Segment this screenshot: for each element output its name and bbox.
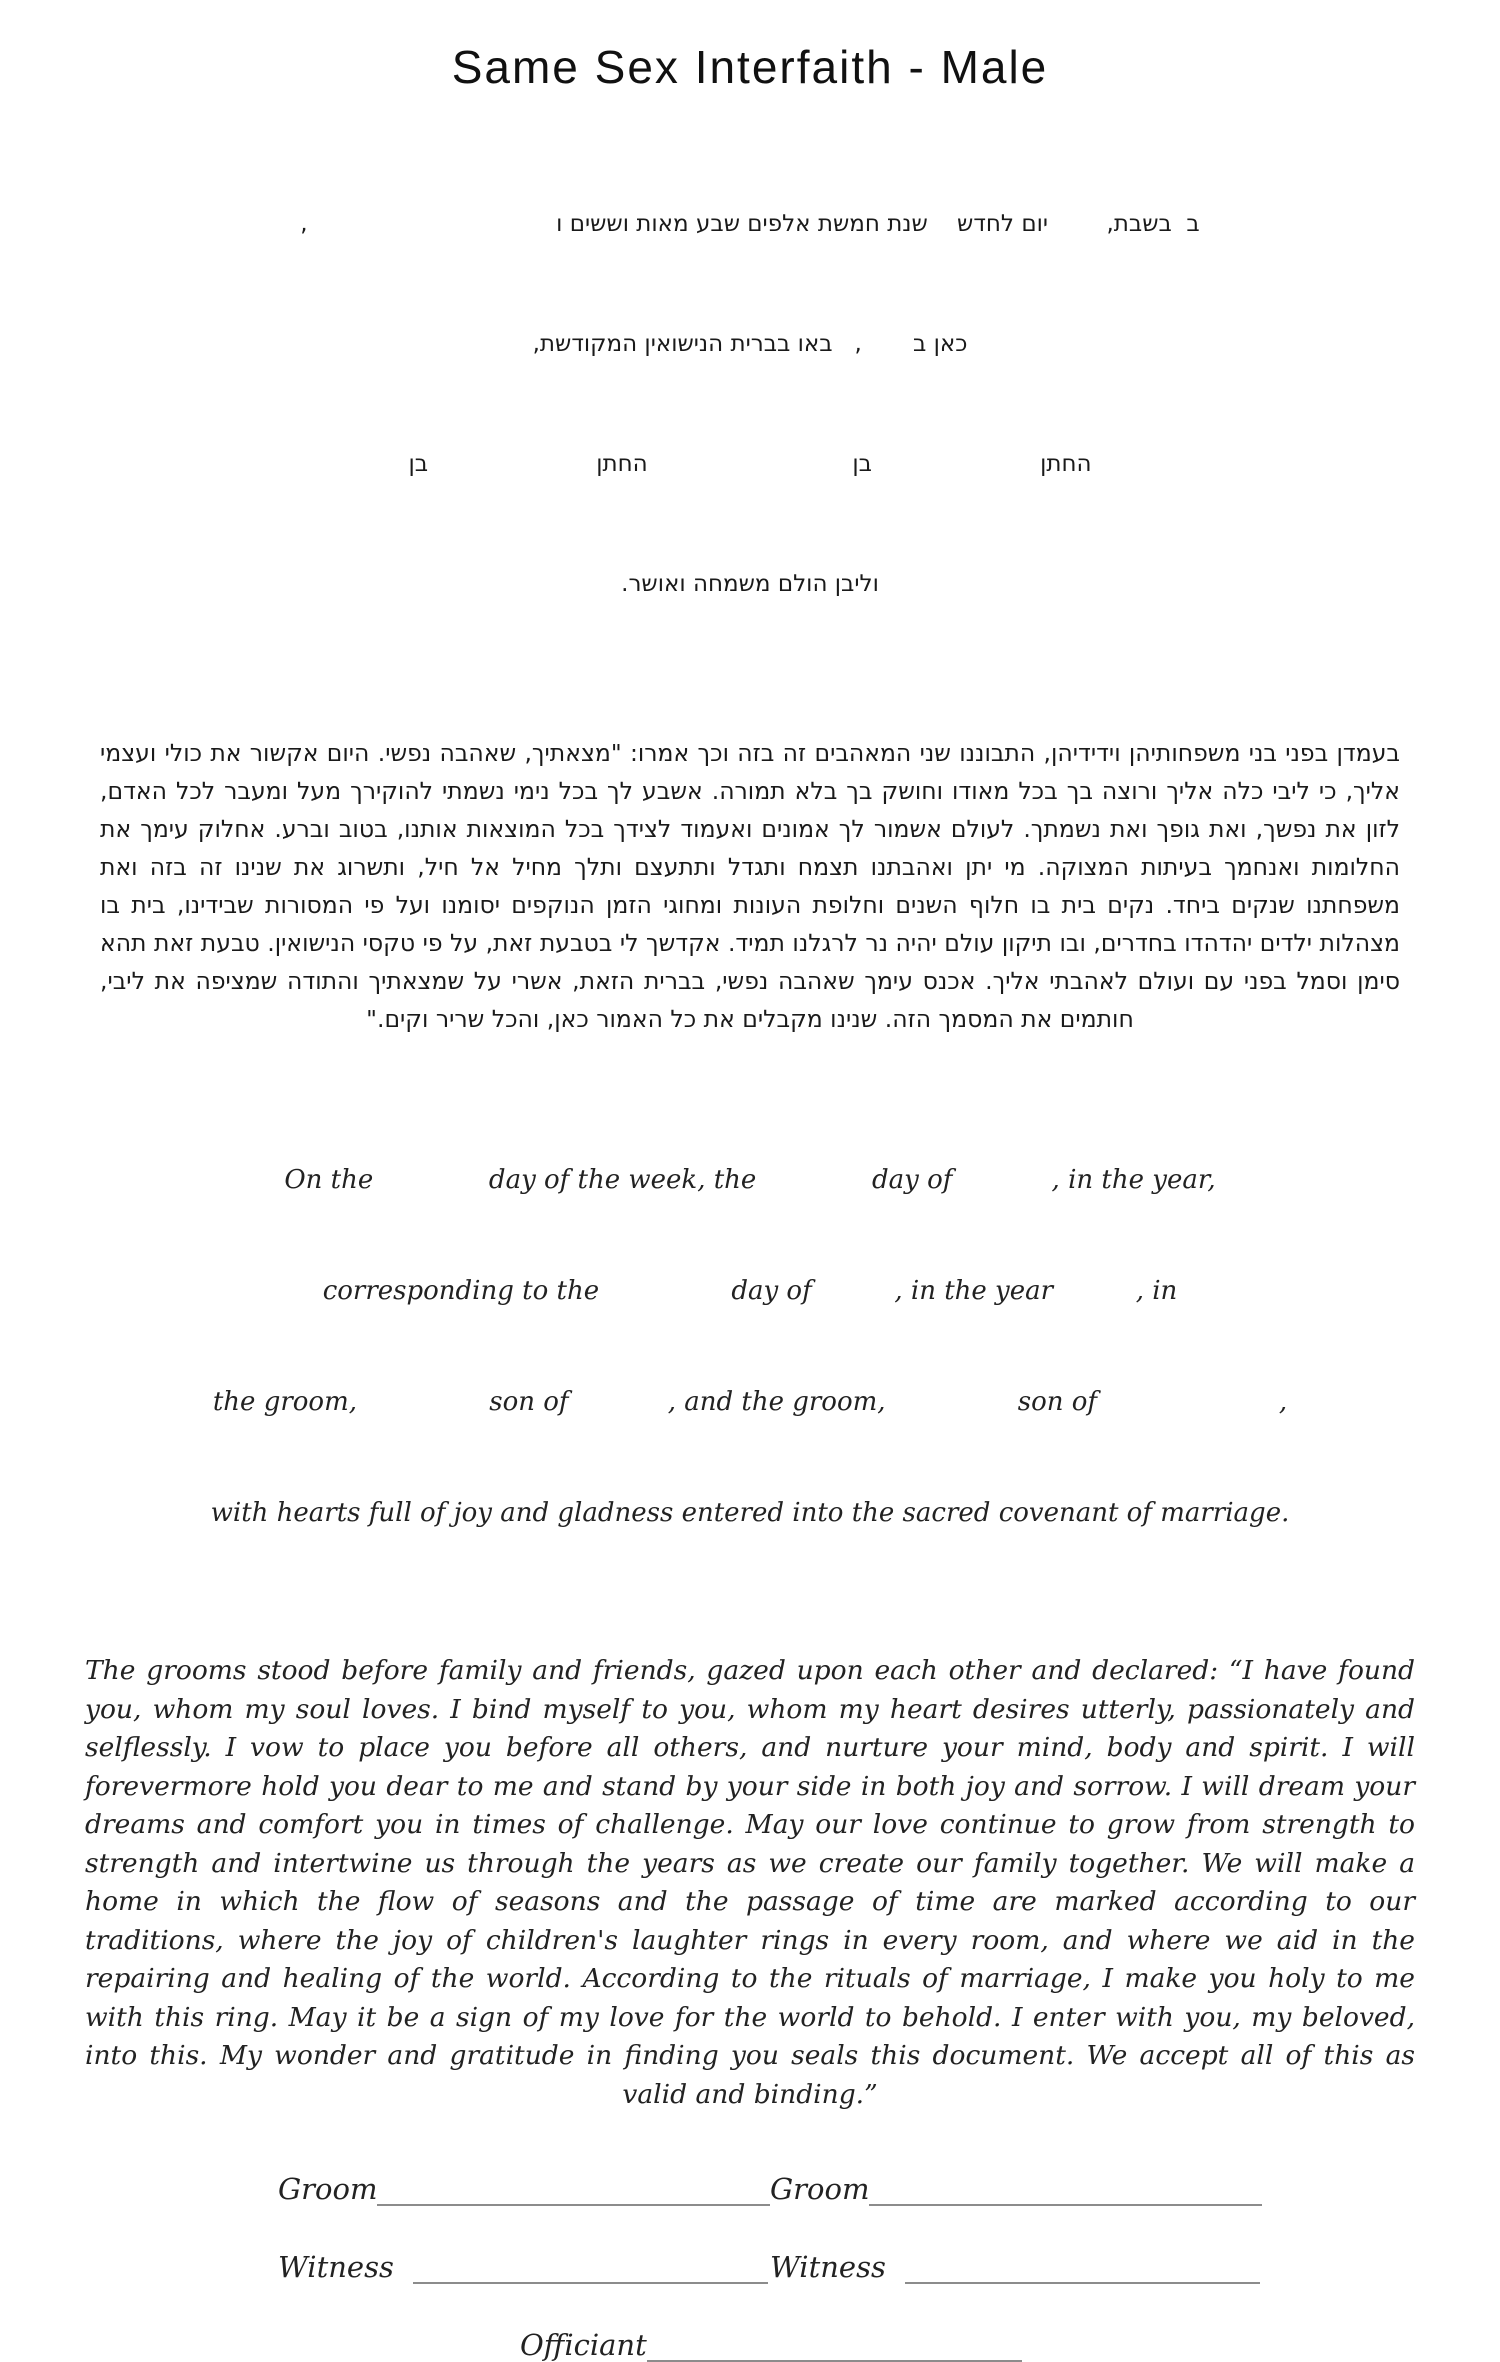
witness-signature-line <box>905 2252 1260 2284</box>
english-date-line-1: On the day of the week, the day of , in the year, <box>284 1165 1216 1195</box>
groom-signature-right <box>770 2172 1262 2206</box>
witness-label: Witness <box>770 2250 896 2284</box>
groom-signature-row <box>278 2172 1268 2206</box>
hebrew-place-line: כאן ב , באו בברית הנישואין המקודשת, <box>532 331 968 357</box>
english-covenant-line: with hearts full of joy and gladness entered into the sacred covenant of marriage. <box>210 1498 1290 1528</box>
signature-section <box>278 2172 1268 2362</box>
groom-signature-left <box>278 2172 770 2206</box>
groom-label: Groom <box>278 2172 378 2206</box>
witness-signature-right <box>770 2250 1262 2284</box>
officiant-label: Officiant <box>520 2328 647 2362</box>
officiant-signature-line <box>647 2330 1022 2362</box>
officiant-signature-row <box>520 2328 1268 2362</box>
groom-signature-line <box>869 2174 1262 2206</box>
hebrew-hearts-line: וליבן הולם משמחה ואושר. <box>621 571 879 597</box>
witness-signature-left <box>278 2250 770 2284</box>
page-title: Same Sex Interfaith - Male <box>451 41 1049 93</box>
groom-label: Groom <box>770 2172 870 2206</box>
groom-signature-line <box>377 2174 770 2206</box>
ketubah-document <box>0 40 1500 2362</box>
witness-label: Witness <box>278 2250 404 2284</box>
english-date-section <box>0 1088 1500 1606</box>
hebrew-date-line-1: ב בשבת, יום לחדש שנת חמשת אלפים שבע מאות וששים ו , <box>300 211 1200 237</box>
hebrew-vows-paragraph: בעמדן בפני בני משפחותיהן וידידיהן, התבוננו שני המאהבים זה בזה וכך אמרו: "מצאתיך, שאהבה נפשי. היום אקשור את כולי ועצמי אליך, כי ליבי כלה אליך ורוצה בך בכל מאודו וחושק בך בלא תמורה. אשבע לך בכל נימי נשמתי להוקירך מעל ומעבר לכל האדם, לזון את נפשך, ואת גופך ואת נשמתך. לעולם אשמור לך אמונים ואעמוד לצידך בכל המוצאות אותנו, בטוב וברע. אחלוק עימך את החלומות ואנחמך בעיתות המצוקה. מי יתן ואהבתנו תצמח ותגדל ותתעצם ותלך מחיל אל חיל, ותשרוג את שנינו זה בזה ואת משפחתנו שנקים ביחד. נקים בית בו חלוף השנים וחלופת העונות ומחוגי הזמן הנוקפים יסומנו ועל פי המסורות שבידינו, בית בו מצהלות ילדים יהדהדו בחדרים, ובו תיקון עולם יהיה נר לרגלנו תמיד. אקדשך לי בטבעת זאת, על פי טקסי הנישואין. טבעת זאת תהא סימן וסמל בפני עם ועולם לאהבתי אליך. אכנס עימך שאהבה נפשי, בברית הזאת, אשרי על שמצאתיך והתודה שמציפה את ליבי, חותמים את המסמך הזה. שנינו מקבלים את כל האמור כאן, והכל שריר וקים." <box>100 739 1400 1033</box>
english-date-line-2: corresponding to the day of , in the year , in <box>322 1276 1178 1306</box>
witness-signature-line <box>413 2252 768 2284</box>
english-vows-paragraph: The grooms stood before family and friends, gazed upon each other and declared: “I have found you, whom my soul loves. I bind myself to you, whom my heart desires utterly, passionately and selflessly. I vow to place you before all others, and nurture your mind, body and spirit. I will forevermore hold you dear to me and stand by your side in both joy and sorrow. I will dream your dreams and comfort you in times of challenge. May our love continue to grow from strength to strength and intertwine us through the years as we create our family together. We will make a home in which the flow of seasons and the passage of time are marked according to our traditions, where the joy of children's laughter rings in every room, and where we aid in the repairing and healing of the world. According to the rituals of marriage, I make you holy to me with this ring. May it be a sign of my love for the world to behold. I enter with you, my beloved, into this. My wonder and gratitude in finding you seals this document. We accept all of this as valid and binding.” <box>85 1655 1415 2110</box>
english-grooms-line: the groom, son of , and the groom, son of , <box>212 1387 1288 1417</box>
hebrew-grooms-line: החתן בן החתן בן <box>408 451 1092 477</box>
witness-signature-row <box>278 2250 1268 2284</box>
hebrew-date-section <box>0 124 1500 684</box>
